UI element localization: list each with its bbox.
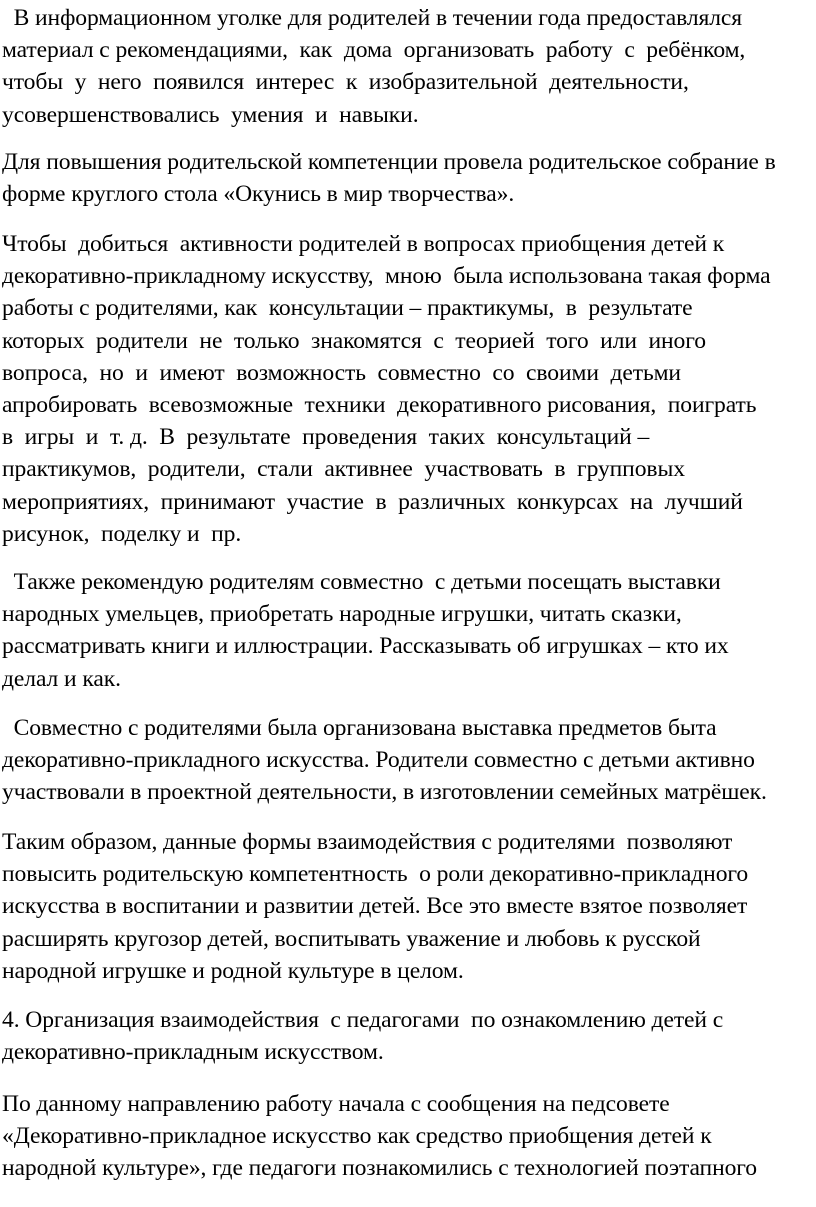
paragraph-conclusion (2, 826, 816, 987)
text-line: делал и как. (2, 665, 121, 692)
text-line: участвовали в проектной деятельности, в изготовлении семейных матрёшек. (2, 779, 767, 806)
text-line: Чтобы добиться активности родителей в вопросах приобщения детей к (2, 231, 725, 257)
text-line: рассматривать книги и иллюстрации. Рассказывать об игрушках – кто их (2, 633, 729, 660)
text-line: народной культуре», где педагоги познакомились с технологией поэтапного (2, 1155, 757, 1182)
text-line: в игры и т. д. В результате проведения таких консультаций – (2, 424, 650, 451)
text-line: форме круглого стола «Окунись в мир творчества». (2, 181, 515, 208)
text-line: рисунок, поделку и пр. (2, 520, 242, 547)
text-line: апробировать всевозможные техники декоративного рисования, поиграть (2, 392, 757, 419)
text-line: искусства в воспитании и развитии детей. Все это вместе взятое позволяет (2, 893, 748, 920)
text-line: 4. Организация взаимодействия с педагогами по ознакомлению детей с (2, 1007, 724, 1033)
text-line: В информационном уголке для родителей в течении года предоставлялся (2, 5, 743, 31)
text-line: Для повышения родительской компетенции провела родительское собрание в (2, 149, 776, 175)
text-line: материал с рекомендациями, как дома организовать работу с ребёнком, (2, 37, 746, 64)
text-line: усовершенствовались умения и навыки. (2, 101, 419, 128)
text-line: работы с родителями, как консультации – практикумы, в результате (2, 295, 693, 322)
text-line: вопроса, но и имеют возможность совместно со своими детьми (2, 359, 681, 386)
paragraph-recommendations (2, 566, 816, 695)
text-line: практикумов, родители, стали активнее участвовать в групповых (2, 456, 685, 483)
paragraph-consultations (2, 228, 816, 550)
text-line: декоративно-прикладного искусства. Родители совместно с детьми активно (2, 747, 755, 774)
text-line: «Декоративно-прикладное искусство как средство приобщения детей к (2, 1123, 712, 1150)
text-line: По данному направлению работу начала с сообщения на педсовете (2, 1091, 670, 1117)
text-line: повысить родительскую компетентность о роли декоративно-прикладного (2, 861, 749, 888)
text-line: Таким образом, данные формы взаимодействия с родителями позволяют (2, 829, 733, 855)
paragraph-exhibition (2, 712, 816, 809)
text-line: декоративно-прикладному искусству, мною была использована такая форма (2, 263, 771, 290)
text-line: Совместно с родителями была организована выставка предметов быта (2, 715, 717, 741)
text-line: народных умельцев, приобретать народные игрушки, читать сказки, (2, 601, 682, 628)
text-line: чтобы у него появился интерес к изобразительной деятельности, (2, 69, 689, 96)
paragraph-parent-meeting (2, 146, 816, 210)
text-line: мероприятиях, принимают участие в различных конкурсах на лучший (2, 488, 743, 515)
paragraph-teacher-council (2, 1088, 816, 1185)
text-line: декоративно-прикладным искусством. (2, 1039, 384, 1066)
text-line: народной игрушке и родной культуре в целом. (2, 957, 464, 984)
text-line: Также рекомендую родителям совместно с детьми посещать выставки (2, 569, 721, 595)
text-line: которых родители не только знакомятся с теорией того или иного (2, 327, 706, 354)
section-heading-teachers (2, 1004, 816, 1068)
text-line: расширять кругозор детей, воспитывать уважение и любовь к русской (2, 925, 701, 952)
paragraph-parent-info-corner (2, 2, 816, 131)
